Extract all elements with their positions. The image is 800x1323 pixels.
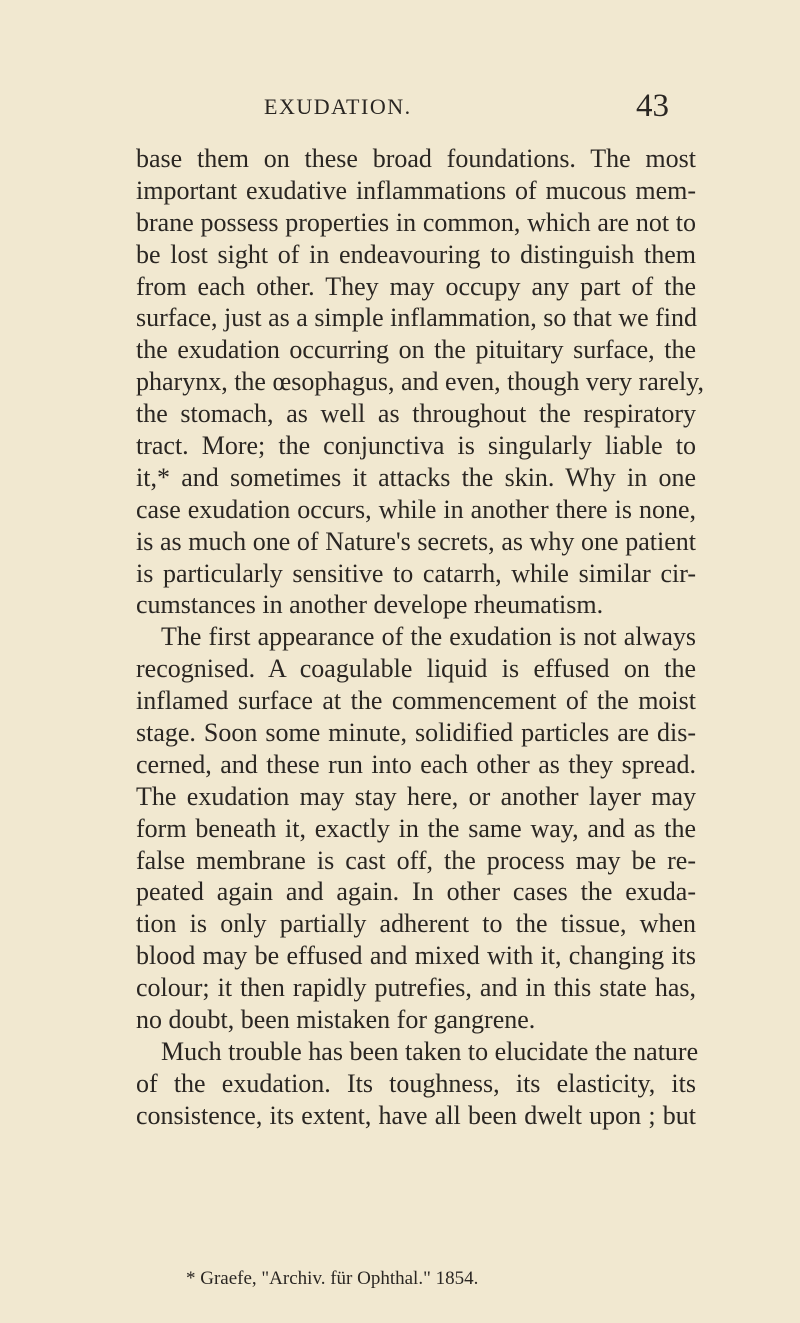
- text-line: pharynx, the œsophagus, and even, though very rarely,: [136, 367, 704, 397]
- text-line: brane possess properties in common, which are not to: [136, 207, 696, 237]
- text-line: Much trouble has been taken to elucidate the nature: [161, 1036, 699, 1066]
- text-line: tract. More; the conjunctiva is singularly liable to: [136, 431, 696, 461]
- running-head: EXUDATION.: [264, 94, 412, 119]
- text-line: colour; it then rapidly putrefies, and in this state has,: [136, 973, 696, 1003]
- text-line: be lost sight of in endeavouring to distinguish them: [136, 239, 696, 269]
- text-line: blood may be effused and mixed with it, changing its: [136, 941, 696, 971]
- text-line: tion is only partially adherent to the tissue, when: [136, 909, 696, 939]
- page-number: 43: [636, 88, 669, 124]
- text-line: from each other. They may occupy any part of the: [136, 271, 696, 301]
- text-line: form beneath it, exactly in the same way, and as the: [136, 813, 696, 843]
- text-line: inflamed surface at the commencement of the moist: [136, 686, 696, 716]
- text-line: the stomach, as well as throughout the respiratory: [136, 399, 696, 429]
- text-line: The exudation may stay here, or another layer may: [136, 781, 696, 811]
- footnote: * Graefe, "Archiv. für Ophthal." 1854.: [186, 1268, 479, 1289]
- text-line: consistence, its extent, have all been dwelt upon ; but: [136, 1100, 696, 1130]
- text-line: peated again and again. In other cases the exuda-: [136, 877, 696, 907]
- text-line: it,* and sometimes it attacks the skin. Why in one: [136, 462, 696, 492]
- text-line: cumstances in another develope rheumatism.: [136, 590, 604, 620]
- text-line: cerned, and these run into each other as they spread.: [136, 749, 696, 779]
- text-line: base them on these broad foundations. The most: [136, 144, 696, 173]
- text-line: case exudation occurs, while in another there is none,: [136, 494, 696, 524]
- text-line: no doubt, been mistaken for gangrene.: [136, 1005, 536, 1035]
- text-line: stage. Soon some minute, solidified particles are dis-: [136, 718, 696, 748]
- text-line: the exudation occurring on the pituitary surface, the: [136, 335, 696, 365]
- text-line: recognised. A coagulable liquid is effused on the: [136, 654, 696, 684]
- page-header: [264, 88, 684, 128]
- text-line: is as much one of Nature's secrets, as why one patient: [136, 526, 696, 556]
- text-line: important exudative inflammations of mucous mem-: [136, 175, 696, 205]
- text-line: The first appearance of the exudation is not always: [161, 622, 696, 652]
- body-text: [136, 143, 704, 1132]
- text-line: of the exudation. Its toughness, its elasticity, its: [136, 1068, 696, 1098]
- text-line: is particularly sensitive to catarrh, while similar cir-: [136, 558, 696, 588]
- text-line: surface, just as a simple inflammation, so that we find: [136, 303, 698, 333]
- text-line: false membrane is cast off, the process may be re-: [136, 845, 696, 875]
